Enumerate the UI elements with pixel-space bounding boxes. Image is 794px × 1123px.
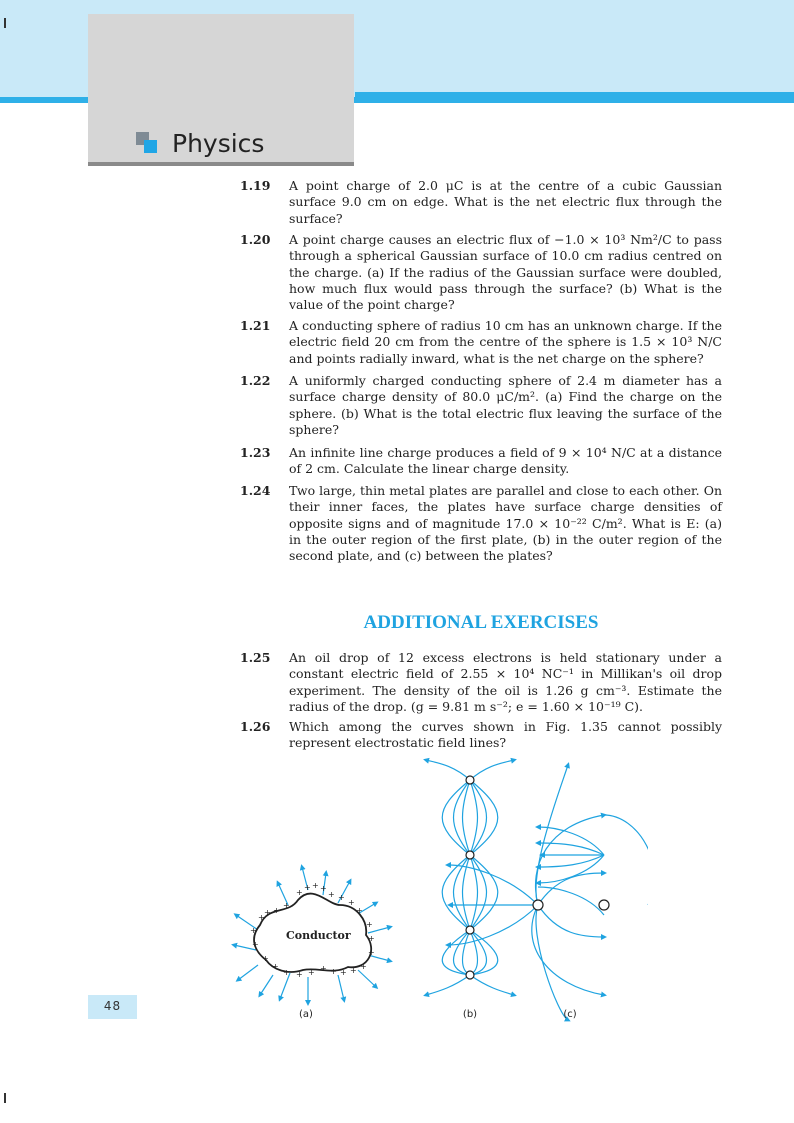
conductor-label: Conductor — [286, 929, 351, 942]
figure-b-charges — [466, 776, 474, 979]
exercise-text: A point charge causes an electric flux of −1.0 × 10³ Nm²/C to pass through a spherical Gaussian surface of 10.0 cm radius centred on the charge. (a) If the radius of the Gaussian surface were doubled, how much flux would pass through the surface? (b) What is the value of the point charge? — [289, 232, 722, 313]
exercise-item — [240, 650, 722, 715]
exercise-number: 1.20 — [240, 232, 271, 247]
figure-caption-c: (c) — [563, 1009, 577, 1020]
exercise-item — [240, 178, 722, 227]
chapter-title: Physics — [172, 129, 265, 158]
exercise-number: 1.23 — [240, 445, 271, 460]
svg-text:+: + — [252, 940, 259, 949]
svg-text:+: + — [304, 883, 311, 892]
svg-text:+: + — [308, 968, 315, 977]
figure-caption-b: (b) — [462, 1009, 478, 1020]
exercise-item — [240, 373, 722, 438]
svg-text:+: + — [360, 962, 367, 971]
svg-text:+: + — [272, 962, 279, 971]
svg-text:+: + — [273, 906, 280, 915]
svg-text:+: + — [264, 908, 271, 917]
svg-text:+: + — [320, 964, 327, 973]
svg-text:+: + — [366, 920, 373, 929]
exercise-text: An infinite line charge produces a field of 9 × 10⁴ N/C at a distance of 2 cm. Calculate the linear charge density. — [289, 445, 722, 477]
exercise-text: A conducting sphere of radius 10 cm has an unknown charge. If the electric field 20 cm from the centre of the sphere is 1.5 × 10³ N/C and points radially inward, what is the net charge on the sphere? — [289, 318, 722, 366]
svg-text:+: + — [258, 913, 265, 922]
svg-text:+: + — [250, 926, 257, 935]
svg-text:+: + — [338, 893, 345, 902]
svg-text:+: + — [320, 884, 327, 893]
exercise-number: 1.21 — [240, 318, 271, 333]
exercise-number: 1.24 — [240, 483, 271, 498]
chapter-icon-square-blue — [144, 140, 157, 153]
exercise-number: 1.25 — [240, 650, 271, 665]
svg-text:+: + — [312, 881, 319, 890]
chapter-tab-underline — [88, 162, 354, 166]
svg-text:+: + — [340, 968, 347, 977]
exercise-number: 1.19 — [240, 178, 271, 193]
header-stripe-blue-upper — [355, 92, 794, 98]
svg-text:+: + — [283, 901, 290, 910]
svg-text:+: + — [348, 898, 355, 907]
svg-text:+: + — [328, 890, 335, 899]
crop-mark-top — [4, 18, 6, 28]
exercise-item — [240, 483, 722, 564]
exercise-text: A uniformly charged conducting sphere of 2.4 m diameter has a surface charge density of 80.0 μC/m². (a) Find the charge on the sphere. (b) What is the total electric flux leaving the surface of the sphere? — [289, 373, 722, 437]
section-heading: ADDITIONAL EXERCISES — [363, 612, 599, 633]
crop-mark-bottom — [4, 1093, 6, 1103]
field-lines-figure — [228, 755, 648, 1025]
svg-text:+: + — [262, 954, 269, 963]
exercise-text: An oil drop of 12 excess electrons is held stationary under a constant electric field of 2.55 × 10⁴ NC⁻¹ in Millikan's oil drop experiment. The density of the oil is 1.26 g cm⁻³. Estimate the radius of the drop. (g = 9.81 m s⁻²; e = 1.60 × 10⁻¹⁹ C). — [289, 650, 722, 714]
exercise-text: A point charge of 2.0 μC is at the centre of a cubic Gaussian surface 9.0 cm on edge. What is the net electric flux through the surface? — [289, 178, 722, 226]
exercise-text: Which among the curves shown in Fig. 1.35 cannot possibly represent electrostatic field lines? — [289, 719, 722, 751]
svg-text:+: + — [350, 966, 357, 975]
svg-text:+: + — [296, 888, 303, 897]
exercise-item — [240, 719, 722, 752]
exercise-item — [240, 318, 722, 367]
exercise-number: 1.26 — [240, 719, 271, 734]
svg-text:+: + — [356, 906, 363, 915]
figure-caption-a: (a) — [299, 1009, 313, 1020]
svg-text:+: + — [368, 948, 375, 957]
exercise-item — [240, 232, 722, 313]
exercise-text: Two large, thin metal plates are parallel and close to each other. On their inner faces, the plates have surface charge densities of opposite signs and of magnitude 17.0 × 10⁻²² C/m². What is E: (a) in the outer region of the first plate, (b) in the outer region of the second plate, and (c) between the plates? — [289, 483, 722, 564]
svg-text:+: + — [368, 934, 375, 943]
svg-text:+: + — [296, 970, 303, 979]
page-number: 48 — [103, 999, 122, 1013]
figure-b-field-lines — [426, 760, 514, 995]
svg-text:+: + — [330, 967, 337, 976]
exercise-number: 1.22 — [240, 373, 271, 388]
exercise-item — [240, 445, 722, 478]
svg-text:+: + — [283, 968, 290, 977]
